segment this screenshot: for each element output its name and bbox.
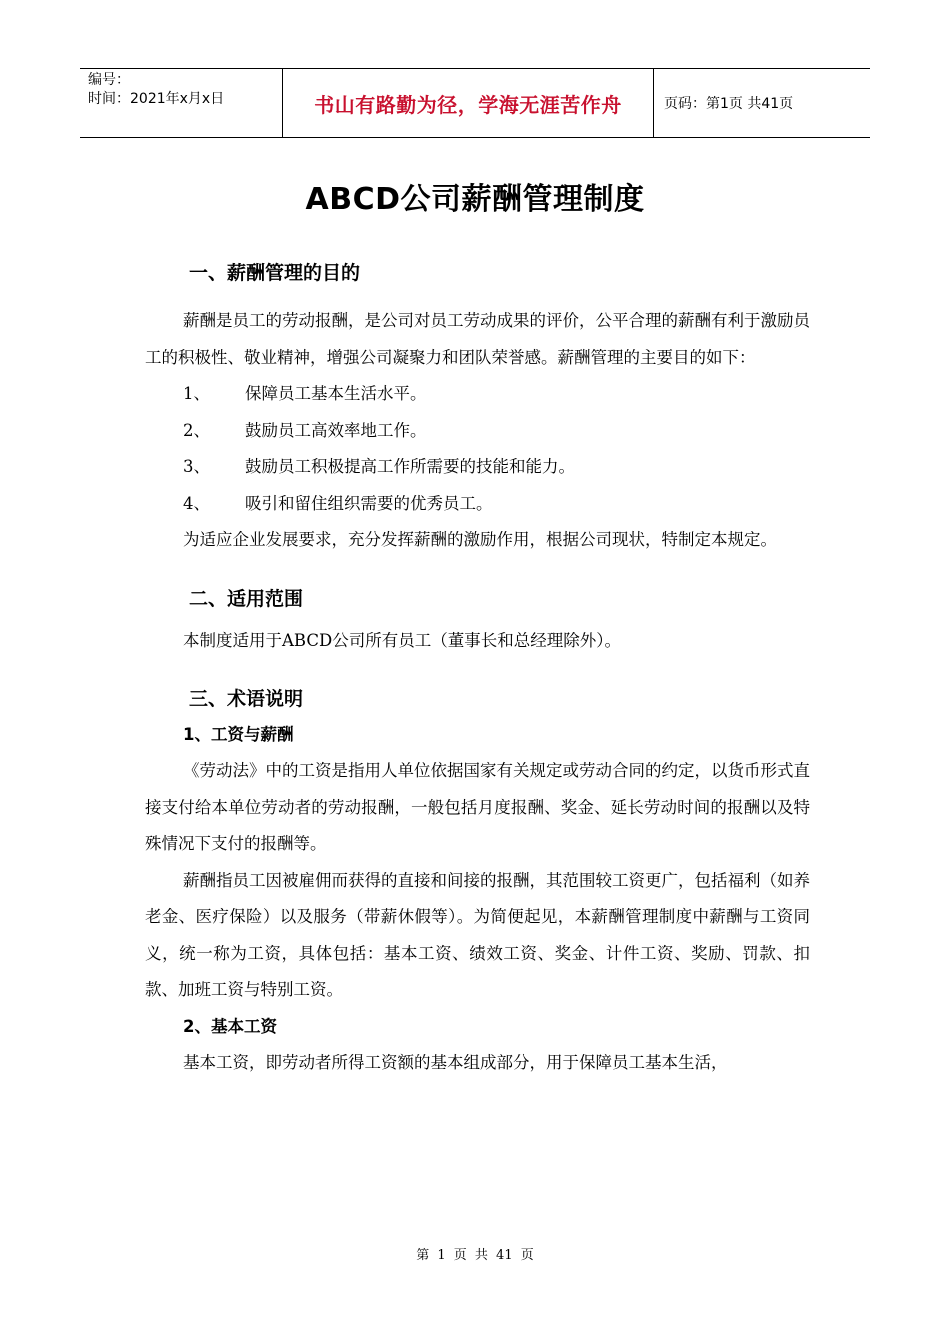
list-item (145, 413, 810, 450)
paragraph: 为适应企业发展要求，充分发挥薪酬的激励作用，根据公司现状，特制定本规定。 (183, 530, 777, 549)
document-header (80, 68, 870, 138)
list-text: 鼓励员工高效率地工作。 (245, 420, 427, 440)
list-text: 鼓励员工积极提高工作所需要的技能和能力。 (245, 457, 575, 476)
list-text: 吸引和留住组织需要的优秀员工。 (245, 493, 493, 513)
list-number: 2、 (183, 420, 210, 440)
section-heading: 二、适用范围 (189, 587, 304, 610)
number-label: 编号： (88, 72, 130, 88)
header-motto: 书山有路勤为径，学海无涯苦作舟 (282, 69, 654, 137)
list-item (145, 376, 810, 413)
list-text: 保障员工基本生活水平。 (245, 384, 427, 403)
subsection-heading: 1、工资与薪酬 (183, 725, 294, 744)
subsection-heading: 2、基本工资 (183, 1016, 277, 1036)
list-number: 3、 (183, 457, 210, 476)
paragraph: 薪酬指员工因被雇佣而获得的直接和间接的报酬，其范围较工资更广，包括福利（如养老金、医疗保险）以及服务（带薪休假等）。为简便起见，本薪酬管理制度中薪酬与工资同义，统一称为工资，具体包括：基本工资、绩效工资、奖金、计件工资、奖励、罚款、扣款、加班工资与特别工资。 (145, 870, 810, 999)
page-footer: 第 1 页 共 41 页 (416, 1248, 534, 1263)
list-number: 1、 (183, 384, 210, 403)
section-heading: 三、术语说明 (189, 688, 304, 710)
list-item (145, 486, 810, 523)
section-heading: 一、薪酬管理的目的 (189, 262, 361, 284)
list-item (145, 449, 810, 486)
document-body (145, 255, 810, 1081)
paragraph: 本制度适用于ABCD公司所有员工（董事长和总经理除外）。 (183, 630, 621, 650)
list-number: 4、 (183, 493, 210, 513)
paragraph: 薪酬是员工的劳动报酬，是公司对员工劳动成果的评价，公平合理的薪酬有利于激励员工的积极性、敬业精神，增强公司凝聚力和团队荣誉感。薪酬管理的主要目的如下： (145, 311, 810, 367)
document-title: ABCD公司薪酬管理制度 (305, 182, 645, 217)
time-label: 时间：2021年x月x日 (88, 91, 225, 107)
header-page-label: 页码：第1页 共41页 (664, 96, 794, 112)
header-meta (80, 69, 282, 137)
paragraph: 《劳动法》中的工资是指用人单位依据国家有关规定或劳动合同的约定，以货币形式直接支付给本单位劳动者的劳动报酬，一般包括月度报酬、奖金、延长劳动时间的报酬以及特殊情况下支付的报酬等。 (145, 761, 810, 853)
paragraph: 基本工资，即劳动者所得工资额的基本组成部分，用于保障员工基本生活， (183, 1052, 728, 1072)
